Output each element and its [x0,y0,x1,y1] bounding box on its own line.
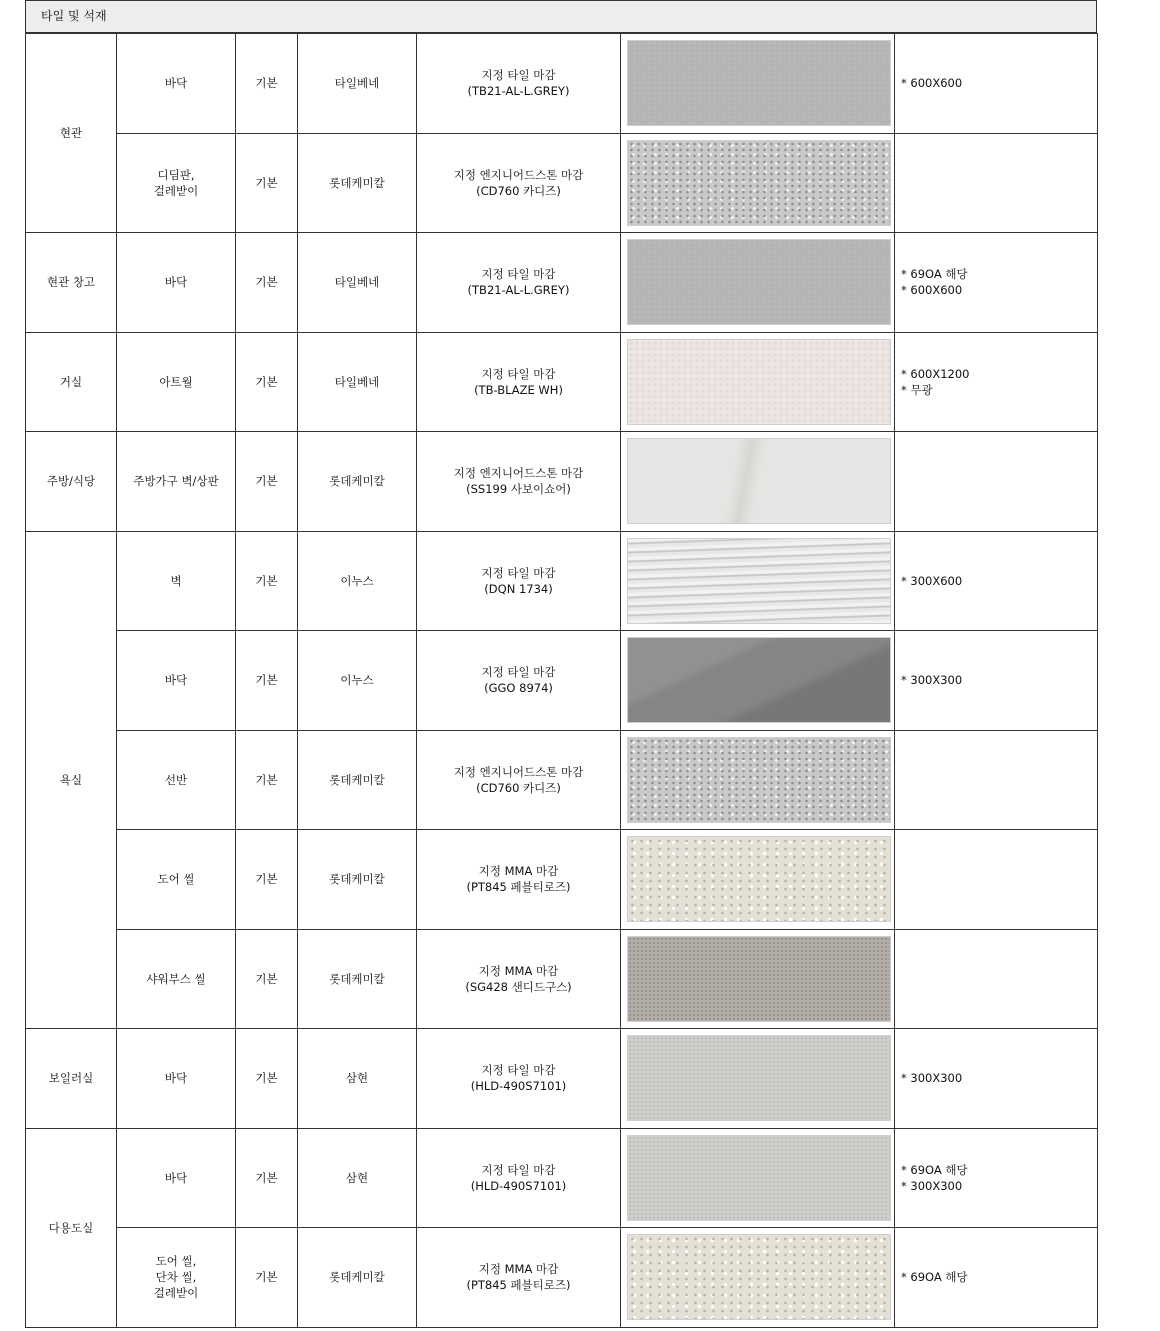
maker-cell: 롯데케미칼 [298,432,417,532]
spec-cell: 지정 MMA 마감 (SG428 샌디드구스) [417,929,621,1029]
maker-cell: 롯데케미칼 [298,830,417,930]
grade-cell: 기본 [236,830,298,930]
table-row [26,34,1098,134]
maker-cell: 롯데케미칼 [298,133,417,233]
swatch-cell [621,233,895,333]
room-cell: 욕실 [26,531,117,1029]
note-cell: * 600X1200 * 무광 [895,332,1098,432]
table-row [26,1228,1098,1328]
table-row [26,830,1098,930]
swatch-cell [621,1228,895,1328]
grade-cell: 기본 [236,1029,298,1129]
part-cell: 도어 씰, 단차 씰, 걸레받이 [117,1228,236,1328]
material-swatch-image [627,40,891,126]
grade-cell: 기본 [236,332,298,432]
spec-cell: 지정 타일 마감 (HLD-490S7101) [417,1029,621,1129]
note-cell: * 69OA 해당 * 300X300 [895,1128,1098,1228]
material-swatch-image [627,140,891,226]
swatch-cell [621,1128,895,1228]
swatch-cell [621,133,895,233]
note-cell [895,929,1098,1029]
table-row [26,531,1098,631]
swatch-cell [621,730,895,830]
spec-cell: 지정 타일 마감 (DQN 1734) [417,531,621,631]
part-cell: 주방가구 벽/상판 [117,432,236,532]
section-title: 타일 및 석재 [25,0,1097,33]
note-cell: * 300X600 [895,531,1098,631]
swatch-cell [621,432,895,532]
part-cell: 벽 [117,531,236,631]
grade-cell: 기본 [236,531,298,631]
note-cell: * 69OA 해당 [895,1228,1098,1328]
note-cell [895,432,1098,532]
note-cell: * 300X300 [895,1029,1098,1129]
spec-cell: 지정 타일 마감 (HLD-490S7101) [417,1128,621,1228]
spec-cell: 지정 엔지니어드스톤 마감 (SS199 사보이쇼어) [417,432,621,532]
swatch-cell [621,34,895,134]
spec-cell: 지정 MMA 마감 (PT845 페블티로즈) [417,1228,621,1328]
note-cell: * 600X600 [895,34,1098,134]
room-cell: 주방/식당 [26,432,117,532]
material-swatch-image [627,438,891,524]
tile-stone-sheet [25,0,1097,1328]
material-swatch-image [627,339,891,425]
part-cell: 아트월 [117,332,236,432]
maker-cell: 삼현 [298,1029,417,1129]
material-swatch-image [627,936,891,1022]
room-cell: 다용도실 [26,1128,117,1327]
note-cell [895,730,1098,830]
part-cell: 바닥 [117,631,236,731]
room-cell: 거실 [26,332,117,432]
material-swatch-image [627,737,891,823]
spec-cell: 지정 엔지니어드스톤 마감 (CD760 카디즈) [417,133,621,233]
maker-cell: 롯데케미칼 [298,929,417,1029]
grade-cell: 기본 [236,133,298,233]
spec-cell: 지정 MMA 마감 (PT845 페블티로즈) [417,830,621,930]
table-row [26,1128,1098,1228]
maker-cell: 롯데케미칼 [298,1228,417,1328]
grade-cell: 기본 [236,929,298,1029]
grade-cell: 기본 [236,1228,298,1328]
note-cell: * 69OA 해당 * 600X600 [895,233,1098,333]
room-cell: 현관 [26,34,117,233]
table-row [26,133,1098,233]
grade-cell: 기본 [236,730,298,830]
spec-cell: 지정 타일 마감 (TB-BLAZE WH) [417,332,621,432]
maker-cell: 이누스 [298,531,417,631]
maker-cell: 타일베네 [298,332,417,432]
room-cell: 현관 창고 [26,233,117,333]
part-cell: 바닥 [117,1128,236,1228]
grade-cell: 기본 [236,631,298,731]
room-cell: 보일러실 [26,1029,117,1129]
material-swatch-image [627,1035,891,1121]
material-swatch-image [627,1135,891,1221]
maker-cell: 롯데케미칼 [298,730,417,830]
finish-table [25,33,1098,1328]
swatch-cell [621,830,895,930]
swatch-cell [621,531,895,631]
table-row [26,432,1098,532]
material-swatch-image [627,1234,891,1320]
grade-cell: 기본 [236,233,298,333]
part-cell: 바닥 [117,233,236,333]
table-row [26,631,1098,731]
table-row [26,929,1098,1029]
part-cell: 바닥 [117,34,236,134]
maker-cell: 타일베네 [298,233,417,333]
material-swatch-image [627,637,891,723]
swatch-cell [621,1029,895,1129]
part-cell: 디딤판, 걸레받이 [117,133,236,233]
maker-cell: 이누스 [298,631,417,731]
material-swatch-image [627,538,891,624]
swatch-cell [621,929,895,1029]
part-cell: 샤워부스 씰 [117,929,236,1029]
note-cell [895,133,1098,233]
part-cell: 도어 씰 [117,830,236,930]
maker-cell: 타일베네 [298,34,417,134]
swatch-cell [621,332,895,432]
grade-cell: 기본 [236,432,298,532]
spec-cell: 지정 엔지니어드스톤 마감 (CD760 카디즈) [417,730,621,830]
maker-cell: 삼현 [298,1128,417,1228]
grade-cell: 기본 [236,1128,298,1228]
note-cell [895,830,1098,930]
part-cell: 바닥 [117,1029,236,1129]
material-swatch-image [627,239,891,325]
swatch-cell [621,631,895,731]
table-row [26,233,1098,333]
grade-cell: 기본 [236,34,298,134]
note-cell: * 300X300 [895,631,1098,731]
part-cell: 선반 [117,730,236,830]
table-row [26,1029,1098,1129]
table-row [26,730,1098,830]
spec-cell: 지정 타일 마감 (TB21-AL-L.GREY) [417,233,621,333]
table-row [26,332,1098,432]
material-swatch-image [627,836,891,922]
spec-cell: 지정 타일 마감 (GGO 8974) [417,631,621,731]
spec-cell: 지정 타일 마감 (TB21-AL-L.GREY) [417,34,621,134]
